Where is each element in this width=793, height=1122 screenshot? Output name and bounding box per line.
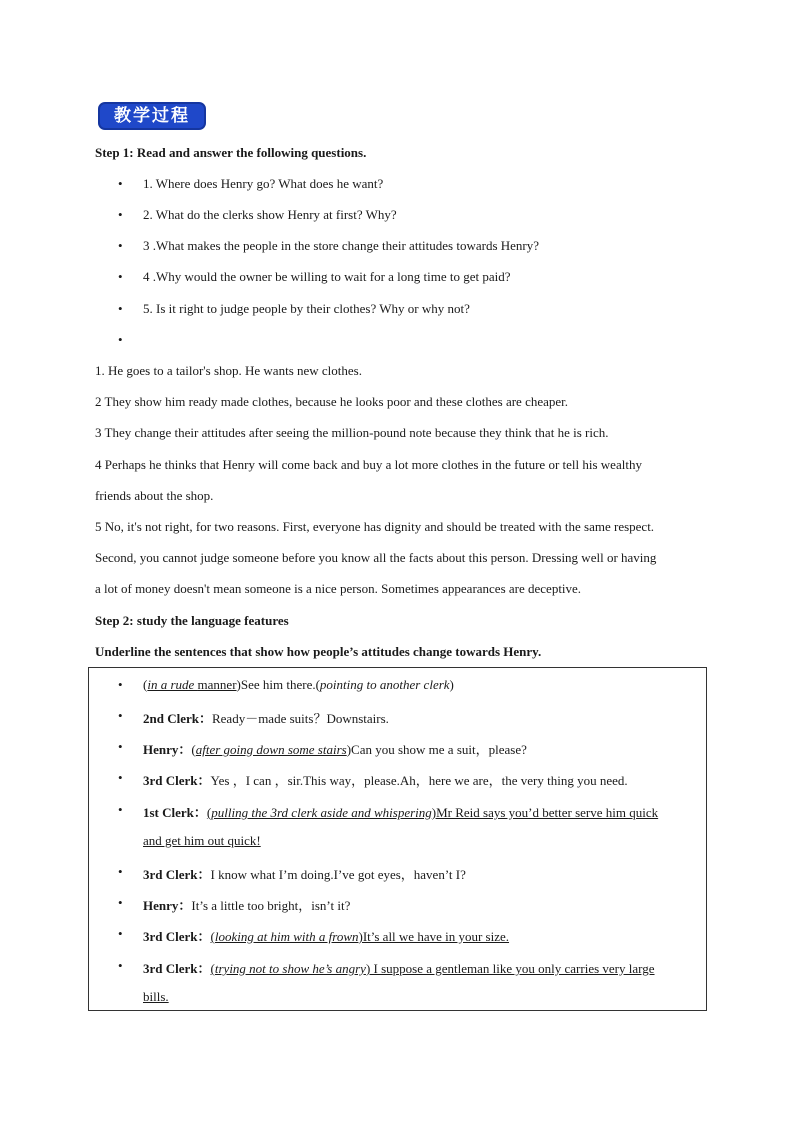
bullet: •: [118, 895, 123, 910]
step2-instruction: Underline the sentences that show how people’s attitudes change towards Henry.: [95, 644, 542, 659]
dialogue-line-5: 1st Clerk：(pulling the 3rd clerk aside and whispering)Mr Reid says you’d better serve him quick: [143, 805, 659, 820]
answer-5-cont: Second, you cannot judge someone before you know all the facts about this person. Dressing well or having: [95, 550, 657, 565]
bullet: •: [118, 802, 123, 817]
step2-heading: Step 2: study the language features: [95, 613, 289, 628]
bullet: •: [118, 332, 123, 347]
bullet: •: [118, 708, 123, 723]
answer-5-end: a lot of money doesn't mean someone is a nice person. Sometimes appearances are deceptive.: [95, 581, 582, 596]
dialogue-line-1: (in a rude manner)See him there.(pointing to another clerk): [143, 677, 454, 692]
dialogue-line-8: 3rd Clerk：(looking at him with a frown)It’s all we have in your size.: [143, 929, 510, 944]
dialogue-line-9: 3rd Clerk：(trying not to show he’s angry) I suppose a gentleman like you only carries very large: [143, 961, 655, 976]
bullet: •: [118, 864, 123, 879]
bullet: •: [118, 238, 123, 253]
answer-5: 5 No, it's not right, for two reasons. First, everyone has dignity and should be treated with the same respect.: [95, 519, 655, 534]
dialogue-line-7: Henry：It’s a little too bright，isn’t it?: [143, 898, 351, 913]
section-banner: 教学过程: [98, 102, 206, 130]
answer-3: 3 They change their attitudes after seeing the million-pound note because they think that he is rich.: [95, 425, 609, 440]
bullet: •: [118, 269, 123, 284]
answer-1: 1. He goes to a tailor's shop. He wants new clothes.: [95, 363, 362, 378]
question-2: 2. What do the clerks show Henry at first? Why?: [143, 207, 397, 222]
dialogue-line-2: 2nd Clerk：Ready－made suits？Downstairs.: [143, 711, 389, 726]
question-1: 1. Where does Henry go? What does he want?: [143, 176, 384, 191]
step1-heading: Step 1: Read and answer the following questions.: [95, 145, 367, 160]
bullet: •: [118, 677, 123, 692]
dialogue-line-5-cont: and get him out quick!: [143, 833, 261, 848]
bullet: •: [118, 176, 123, 191]
question-5: 5. Is it right to judge people by their clothes? Why or why not?: [143, 301, 470, 316]
question-4: 4 .Why would the owner be willing to wait for a long time to get paid?: [143, 269, 511, 284]
question-3: 3 .What makes the people in the store change their attitudes towards Henry?: [143, 238, 540, 253]
bullet: •: [118, 958, 123, 973]
dialogue-line-6: 3rd Clerk：I know what I’m doing.I’ve got eyes，haven’t I?: [143, 867, 466, 882]
dialogue-box: [88, 667, 707, 1011]
dialogue-line-9-cont: bills.: [143, 989, 169, 1004]
dialogue-line-3: Henry：(after going down some stairs)Can you show me a suit，please?: [143, 742, 527, 757]
dialogue-line-4: 3rd Clerk：Yes ，I can ，sir.This way，please.Ah，here we are，the very thing you need.: [143, 773, 628, 788]
bullet: •: [118, 926, 123, 941]
bullet: •: [118, 770, 123, 785]
answer-4-cont: friends about the shop.: [95, 488, 214, 503]
bullet: •: [118, 301, 123, 316]
answer-4: 4 Perhaps he thinks that Henry will come back and buy a lot more clothes in the future or tell his wealthy: [95, 457, 642, 472]
bullet: •: [118, 739, 123, 754]
answer-2: 2 They show him ready made clothes, because he looks poor and these clothes are cheaper.: [95, 394, 569, 409]
bullet: •: [118, 207, 123, 222]
